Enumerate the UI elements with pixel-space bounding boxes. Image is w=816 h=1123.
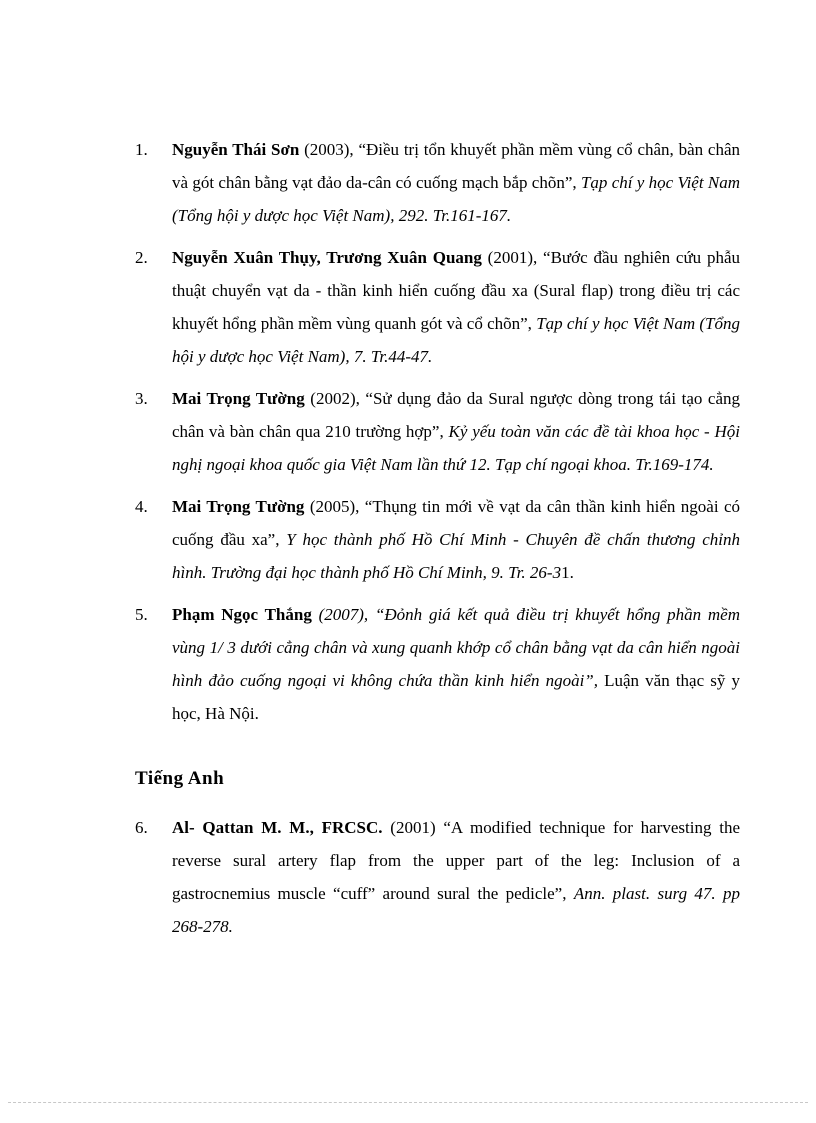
reference-title: (2003), “Điều trị tổn khuyết phần mềm vùng cổ chân, bàn chân và gót chân bằng vạt đảo da-cân có cuống mạch bắp chõn”, (172, 140, 740, 192)
reference-source: Tạp chí y học Việt Nam (Tổng hội y dược học Việt Nam), 7. Tr.44-47. (172, 314, 740, 366)
reference-title: (2001) “A modified technique for harvesting the reverse sural artery flap from the upper part of the leg: Inclusion of a gastrocnemius muscle “cuff” around sural the pedicle”, (172, 818, 740, 903)
reference-text (172, 811, 740, 943)
reference-title: (2005), “Thụng tin mới về vạt da cân thần kinh hiển ngoài có cuống đầu xa”, (172, 497, 740, 549)
reference-number: 1. (135, 140, 148, 159)
reference-text (172, 490, 740, 589)
reference-item (135, 382, 740, 481)
reference-item (135, 811, 740, 943)
reference-text (172, 133, 740, 232)
reference-title: (2001), “Bước đầu nghiên cứu phẫu thuật chuyển vạt da - thần kinh hiển cuống đầu xa (Sural flap) trong điều trị các khuyết hổng phần mềm vùng quanh gót và cổ chõn”, (172, 248, 740, 333)
section-heading-english: Tiếng Anh (135, 768, 225, 789)
reference-source-tail: 1. (561, 563, 574, 582)
reference-item (135, 598, 740, 730)
reference-number: 5. (135, 605, 148, 624)
reference-text (172, 382, 740, 481)
reference-source: Tạp chí y học Việt Nam (Tổng hội y dược học Việt Nam), 292. Tr.161-167. (172, 173, 740, 225)
reference-number: 2. (135, 248, 148, 267)
reference-item (135, 490, 740, 589)
reference-number: 6. (135, 818, 148, 837)
reference-author: Phạm Ngọc Thắng (172, 605, 312, 624)
reference-source: Kỷ yếu toàn văn các đề tài khoa học - Hội nghị ngoại khoa quốc gia Việt Nam lần thứ 12. Tạp chí ngoại khoa. Tr.169-174. (172, 422, 740, 474)
reference-author: Mai Trọng Tường (172, 497, 305, 516)
reference-text (172, 598, 740, 730)
reference-source: Ann. plast. surg 47. pp 268-278. (172, 884, 741, 936)
reference-source: Y học thành phố Hồ Chí Minh - Chuyên đề chấn thương chỉnh hình. Trường đại học thành phố Hồ Chí Minh, 9. Tr. 26-3 (172, 530, 741, 582)
footer-divider (8, 1102, 808, 1103)
reference-author: Al- Qattan M. M., FRCSC. (172, 818, 383, 837)
reference-title: (2002), “Sử dụng đảo da Sural ngược dòng trong tái tạo cẳng chân và bàn chân qua 210 trường hợp”, (172, 389, 741, 441)
reference-author: Nguyễn Xuân Thụy, Trương Xuân Quang (172, 248, 482, 267)
reference-title: (2007), “Đỏnh giá kết quả điều trị khuyết hổng phần mềm vùng 1/ 3 dưới cẳng chân và xung quanh khớp cổ chân bằng vạt da cân hiển ngoài hình đảo cuống ngoại vi không chứa thần kinh hiển ngoài”, (172, 605, 740, 690)
reference-author: Mai Trọng Tường (172, 389, 305, 408)
reference-text (172, 241, 740, 373)
reference-source: Luận văn thạc sỹ y học, Hà Nội. (172, 671, 741, 723)
reference-item (135, 133, 740, 232)
reference-number: 3. (135, 389, 148, 408)
reference-number: 4. (135, 497, 148, 516)
reference-item (135, 241, 740, 373)
reference-author: Nguyễn Thái Sơn (172, 140, 300, 159)
